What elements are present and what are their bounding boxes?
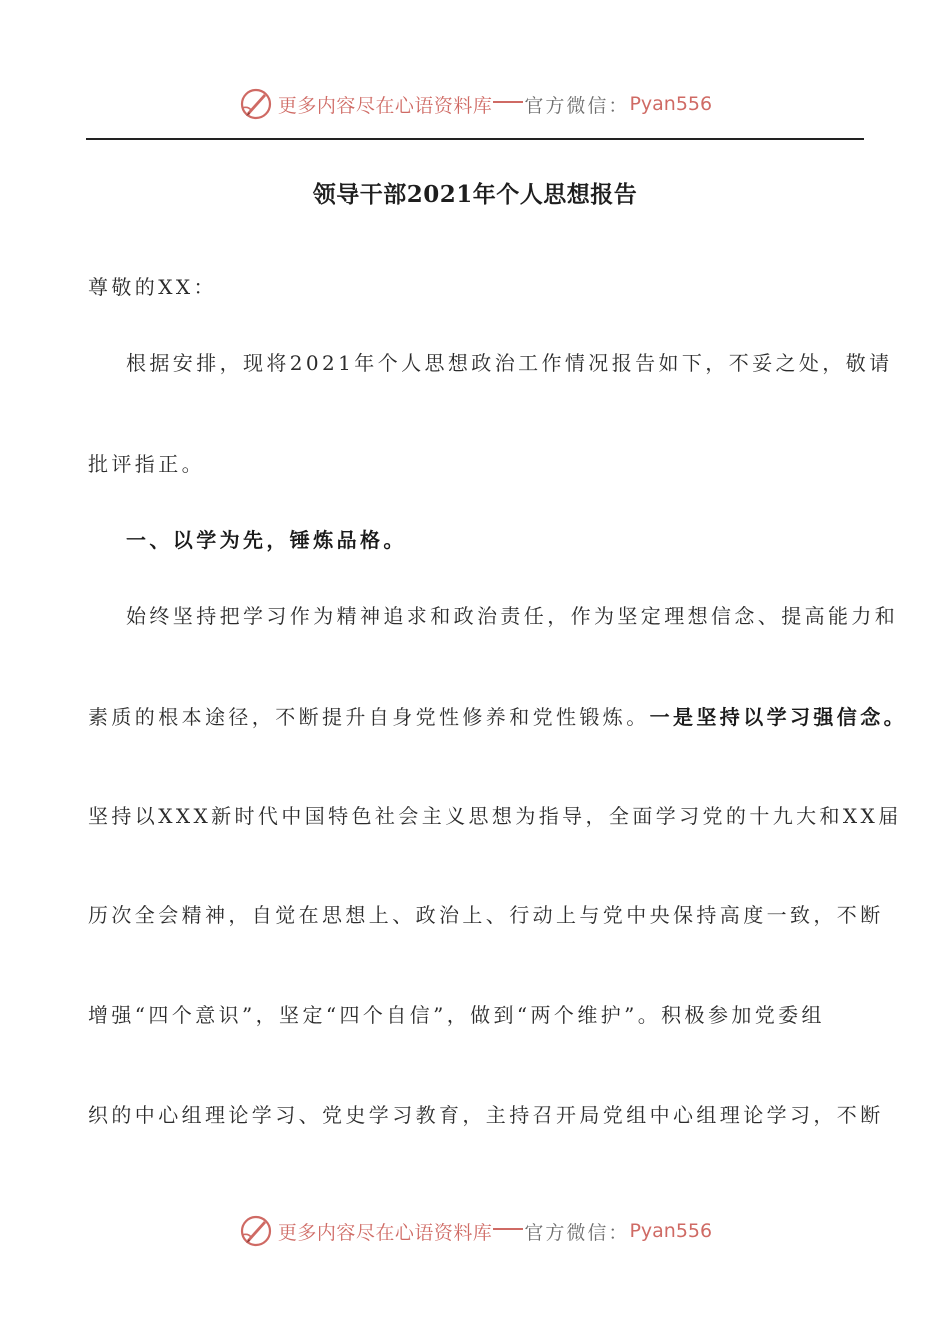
- salutation: 尊敬的XX：: [88, 275, 217, 299]
- document-title: 领导干部2021年个人思想报告: [312, 181, 638, 208]
- paragraph-line: 织的中心组理论学习、党史学习教育，主持召开局党组中心组理论学习，不断: [88, 1103, 884, 1127]
- quill-logo-icon: [238, 1213, 274, 1249]
- watermark-text: 更多内容尽在心语资料库: [277, 1221, 493, 1244]
- intro-line-1: 根据安排，现将2021年个人思想政治工作情况报告如下，不妥之处，敬请: [126, 351, 893, 375]
- watermark-prefix: 官方微信：: [524, 94, 630, 117]
- bold-point-heading: 一是坚持以学习强信念。: [649, 705, 908, 729]
- paragraph-line: 始终坚持把学习作为精神追求和政治责任，作为坚定理想信念、提高能力和: [126, 604, 899, 628]
- paragraph-line: 增强“四个意识”，坚定“四个自信”，做到“两个维护”。积极参加党委组: [88, 1003, 825, 1027]
- header-divider: [86, 138, 864, 140]
- paragraph-text: 素质的根本途径，不断提升自身党性修养和党性锻炼。: [88, 705, 650, 729]
- watermark-text: 更多内容尽在心语资料库: [277, 94, 493, 117]
- intro-line-2: 批评指正。: [88, 452, 205, 476]
- quill-logo-icon: [238, 86, 274, 122]
- paragraph-line: 历次全会精神，自觉在思想上、政治上、行动上与党中央保持高度一致，不断: [88, 903, 884, 927]
- watermark-wechat-id: Pyan556: [629, 93, 713, 115]
- watermark-wechat-id: Pyan556: [629, 1220, 713, 1242]
- paragraph-line: [88, 702, 907, 732]
- section-heading-1: 一、以学为先，锤炼品格。: [126, 528, 407, 552]
- footer-watermark: [0, 1211, 950, 1251]
- watermark-dash: [493, 1228, 523, 1230]
- header-watermark: [0, 84, 950, 124]
- watermark-prefix: 官方微信：: [524, 1221, 630, 1244]
- paragraph-line: 坚持以XXX新时代中国特色社会主义思想为指导，全面学习党的十九大和XX届: [88, 804, 902, 828]
- watermark-dash: [493, 101, 523, 103]
